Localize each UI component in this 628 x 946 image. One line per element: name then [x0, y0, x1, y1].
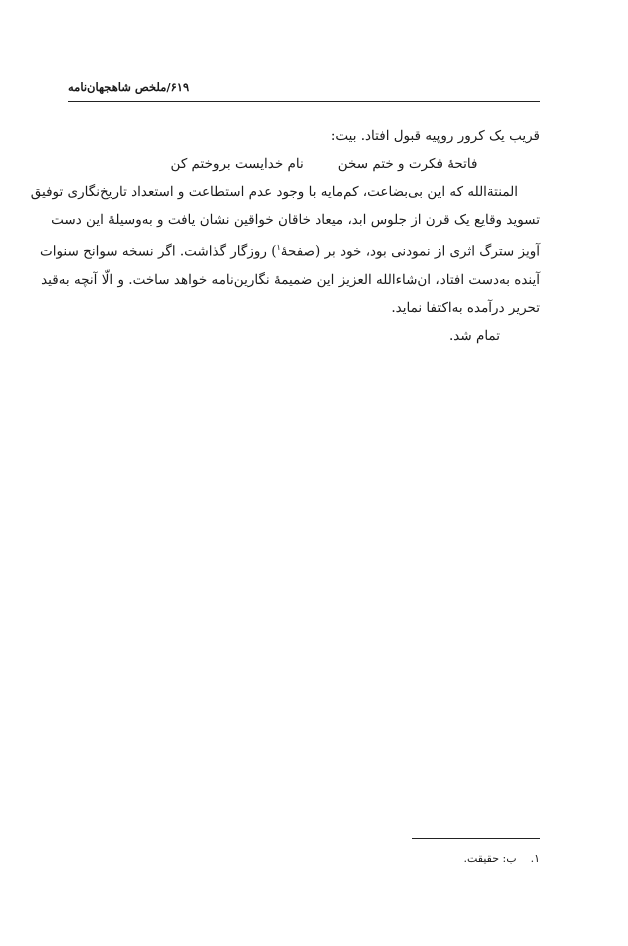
intro-line: قریب یک کرور روپیه قبول افتاد. بیت: [330, 128, 540, 144]
footnote-rule [412, 838, 540, 839]
verse-hemistich-right: فاتحهٔ فکرت و ختم سخن [337, 156, 478, 172]
footnote [463, 852, 540, 865]
body-text [30, 122, 540, 350]
verse-hemistich-left: نام خدایست بروختم کن [170, 156, 304, 172]
header-rule [68, 101, 540, 102]
closing-line: تمام شد. [448, 327, 500, 344]
verse-couplet [68, 150, 540, 178]
paragraph-line-4: آینده به‌دست افتاد، ان‌شاءالله العزیز این ضمیمهٔ نگارین‌نامه خواهد ساخت. و الّا آنچه به‌قید [41, 271, 540, 288]
footnote-number: ۱. [530, 852, 540, 865]
paragraph-line-1: المنتةالله که این بی‌بضاعت، کم‌مایه با وجود عدم استطاعت و استعداد تاریخ‌نگاری توفیق [30, 184, 518, 200]
running-head: ۶۱۹/ملخص شاهجهان‌نامه [68, 80, 190, 94]
footnote-marker: ۱ [276, 243, 281, 252]
paragraph-line-3 [40, 234, 540, 266]
paragraph-line-2: تسوید وقایع یک قرن از جلوس ابد، میعاد خاقان خواقین نشان یافت و به‌وسیلهٔ این دست [51, 212, 540, 228]
paragraph-line-5: تحریر درآمده به‌اکتفا نماید. [391, 299, 540, 316]
paragraph-line-3-start: آویز سترگ اثری از نمودنی بود، خود بر (صفحهٔ [280, 243, 540, 260]
paragraph-line-3-end: ) روزگار گذاشت. اگر نسخه سوانح سنوات [40, 243, 277, 260]
footnote-text: ب: حقیقت. [463, 852, 517, 865]
